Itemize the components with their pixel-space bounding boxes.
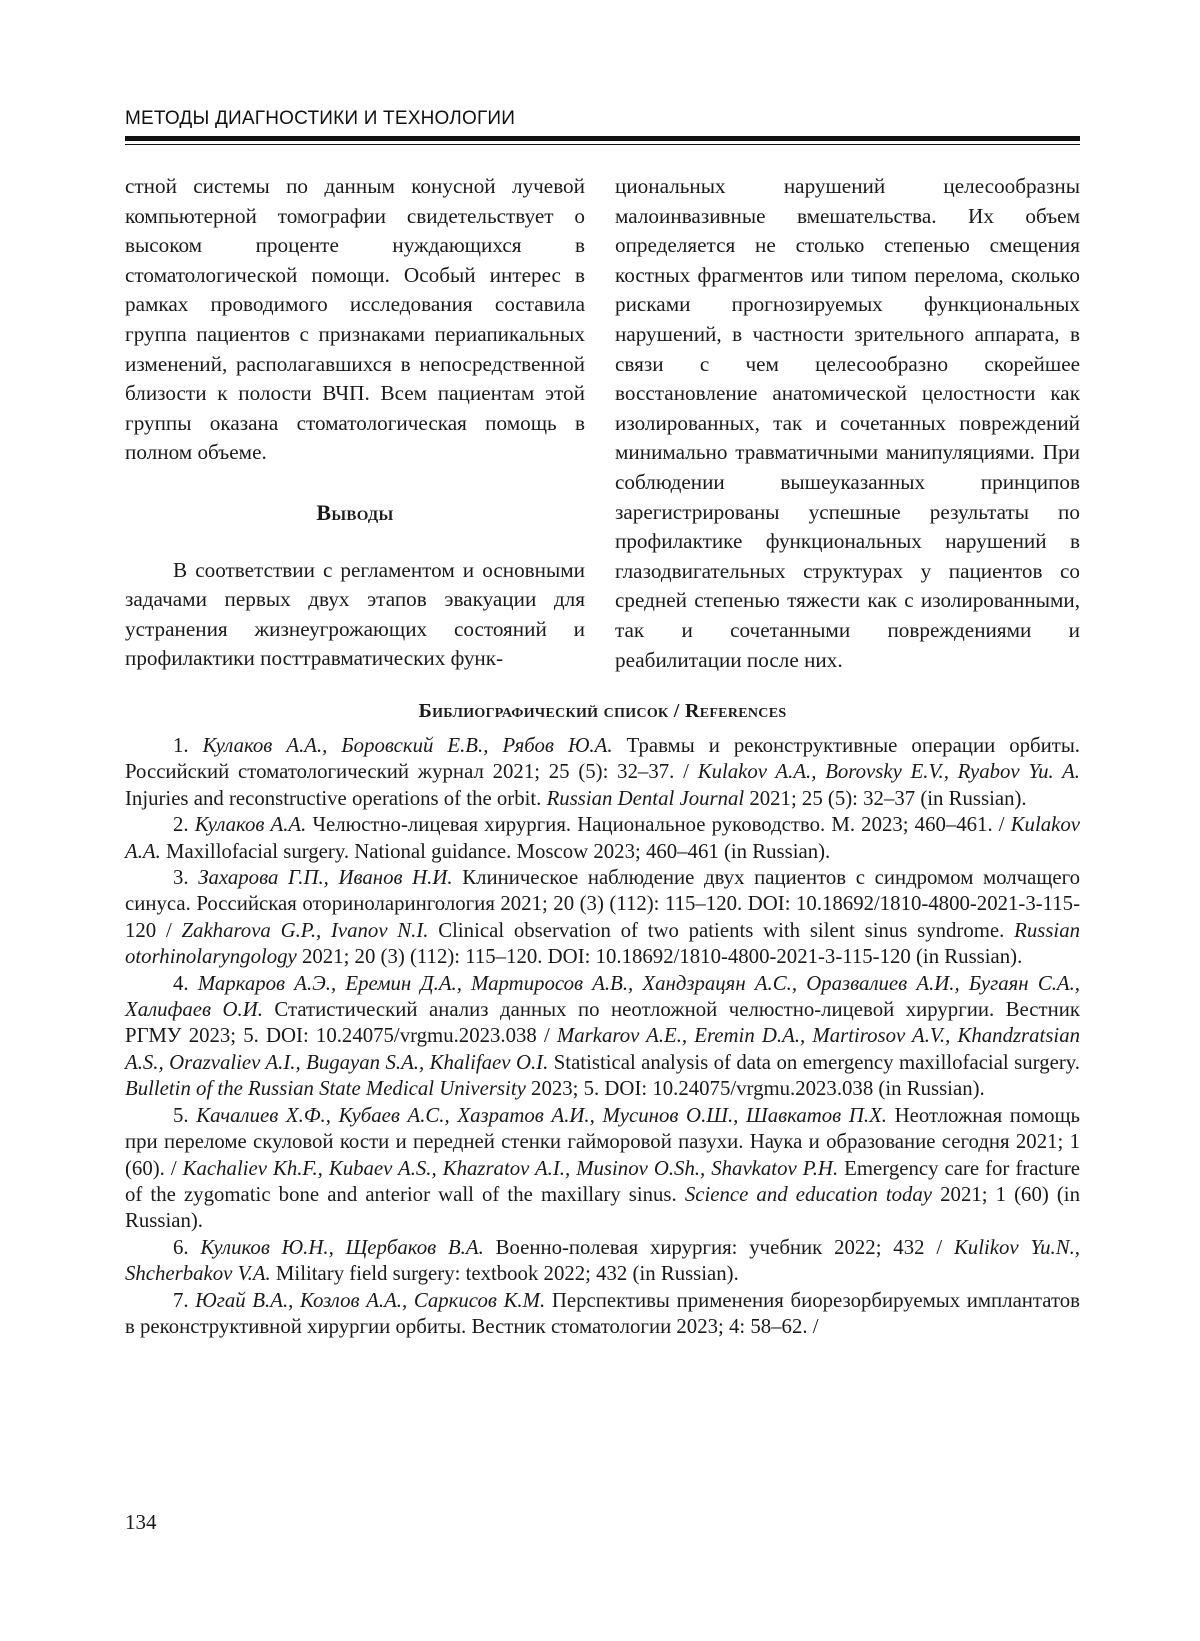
references-title: Библиографический список / References [418, 700, 787, 722]
reference-item: 5. Качалиев Х.Ф., Кубаев А.С., Хазратов А.И., Мусинов О.Ш., Шавкатов П.Х. Неотложная помощь при переломе скуловой кости и передней стенки гайморовой пазухи. Наука и образование сегодня 2021; 1 (60). / Kachaliev Kh.F., Kubaev A.S., Khazratov A.I., Musinov O.Sh., Shavkatov P.H. Emergency care for fracture of the zygomatic bone and anterior wall of the maxillary sinus. Science and education today 2021; 1 (60) (in Russian). [125, 1103, 1080, 1233]
conclusions-heading: Выводы [316, 499, 394, 525]
running-header [125, 108, 1080, 145]
reference-item: 1. Кулаков А.А., Боровский Е.В., Рябов Ю.А. Травмы и реконструктивные операции орбиты. Российский стоматологический журнал 2021; 25 (5): 32–37. / Kulakov A.A., Borovsky E.V., Ryabov Yu. A. Injuries and reconstructive operations of the orbit. Russian Dental Journal 2021; 25 (5): 32–37 (in Russian). [125, 734, 1081, 810]
reference-item: 6. Куликов Ю.Н., Щербаков В.А. Военно-полевая хирургия: учебник 2022; 432 / Kulikov Yu.N., Shcherbakov V.A. Military field surgery: textbook 2022; 432 (in Russian). [125, 1235, 1080, 1286]
header-rule-thin [125, 144, 1080, 145]
header-rule-thick [125, 136, 1080, 141]
header-title: МЕТОДЫ ДИАГНОСТИКИ И ТЕХНОЛОГИИ [125, 108, 516, 129]
reference-item: 7. Югай В.А., Козлов А.А., Саркисов К.М. Перспективы применения биорезорбируемых имплантатов в реконструктивной хирургии орбиты. Вестник стоматологии 2023; 4: 58–62. / [125, 1288, 1080, 1338]
right-column [615, 172, 1080, 675]
right-paragraph: циональных нарушений целесообразны малоинвазивные вмешательства. Их объем определяется не столько степенью смещения костных фрагментов или типом перелома, сколько рисками прогнозируемых функциональных нарушений, в частности зрительного аппарата, в связи с чем целесообразно скорейшее восстановление анатомической целостности как изолированных, так и сочетанных повреждений минимально травматичными манипуляциями. При соблюдении вышеуказанных принципов зарегистрированы успешные результаты по профилактике функциональных нарушений в глазодвигательных структурах у пациентов со средней степенью тяжести как с изолированными, так и сочетанными повреждениями и реабилитации после них. [615, 174, 1080, 672]
page-number: 134 [125, 1510, 157, 1534]
two-column-body [125, 172, 1080, 675]
references-section [125, 700, 1080, 1340]
left-paragraph-2: В соответствии с регламентом и основными задачами первых двух этапов эвакуации для устранения жизнеугрожающих состояний и профилактики посттравматических функ- [125, 557, 585, 671]
reference-item: 3. Захарова Г.П., Иванов Н.И. Клиническое наблюдение двух пациентов с синдромом молчащего синуса. Российская оториноларингология 2021; 20 (3) (112): 115–120. DOI: 10.18692/1810-4800-2021-3-115-120 / Zakharova G.P., Ivanov N.I. Clinical observation of two patients with silent sinus syndrome. Russian otorhinolaryngology 2021; 20 (3) (112): 115–120. DOI: 10.18692/1810-4800-2021-3-115-120 (in Russian). [125, 866, 1080, 969]
reference-item: 2. Кулаков А.А. Челюстно-лицевая хирургия. Национальное руководство. М. 2023; 460–461. / Kulakov A.A. Maxillofacial surgery. National guidance. Moscow 2023; 460–461 (in Russian). [125, 813, 1080, 863]
left-paragraph-1: стной системы по данным конусной лучевой компьютерной томографии свидетельствует о высоком проценте нуждающихся в стоматологической помощи. Особый интерес в рамках проводимого исследования составила группа пациентов с признаками периапикальных изменений, располагавшихся в непосредственной близости к полости ВЧП. Всем пациентам этой группы оказана стоматологическая помощь в полном объеме. [125, 174, 585, 465]
reference-item: 4. Маркаров А.Э., Еремин Д.А., Мартиросов А.В., Хандзрацян А.С., Оразвалиев А.И., Бугаян С.А., Халифаев О.И. Статистический анализ данных по неотложной челюстно-лицевой хирургии. Вестник РГМУ 2023; 5. DOI: 10.24075/vrgmu.2023.038 / Markarov A.E., Eremin D.A., Martirosov A.V., Khandzratsian A.S., Orazvaliev A.I., Bugayan S.A., Khalifaev O.I. Statistical analysis of data on emergency maxillofacial surgery. Bulletin of the Russian State Medical University 2023; 5. DOI: 10.24075/vrgmu.2023.038 (in Russian). [125, 971, 1080, 1101]
left-column [125, 172, 585, 675]
